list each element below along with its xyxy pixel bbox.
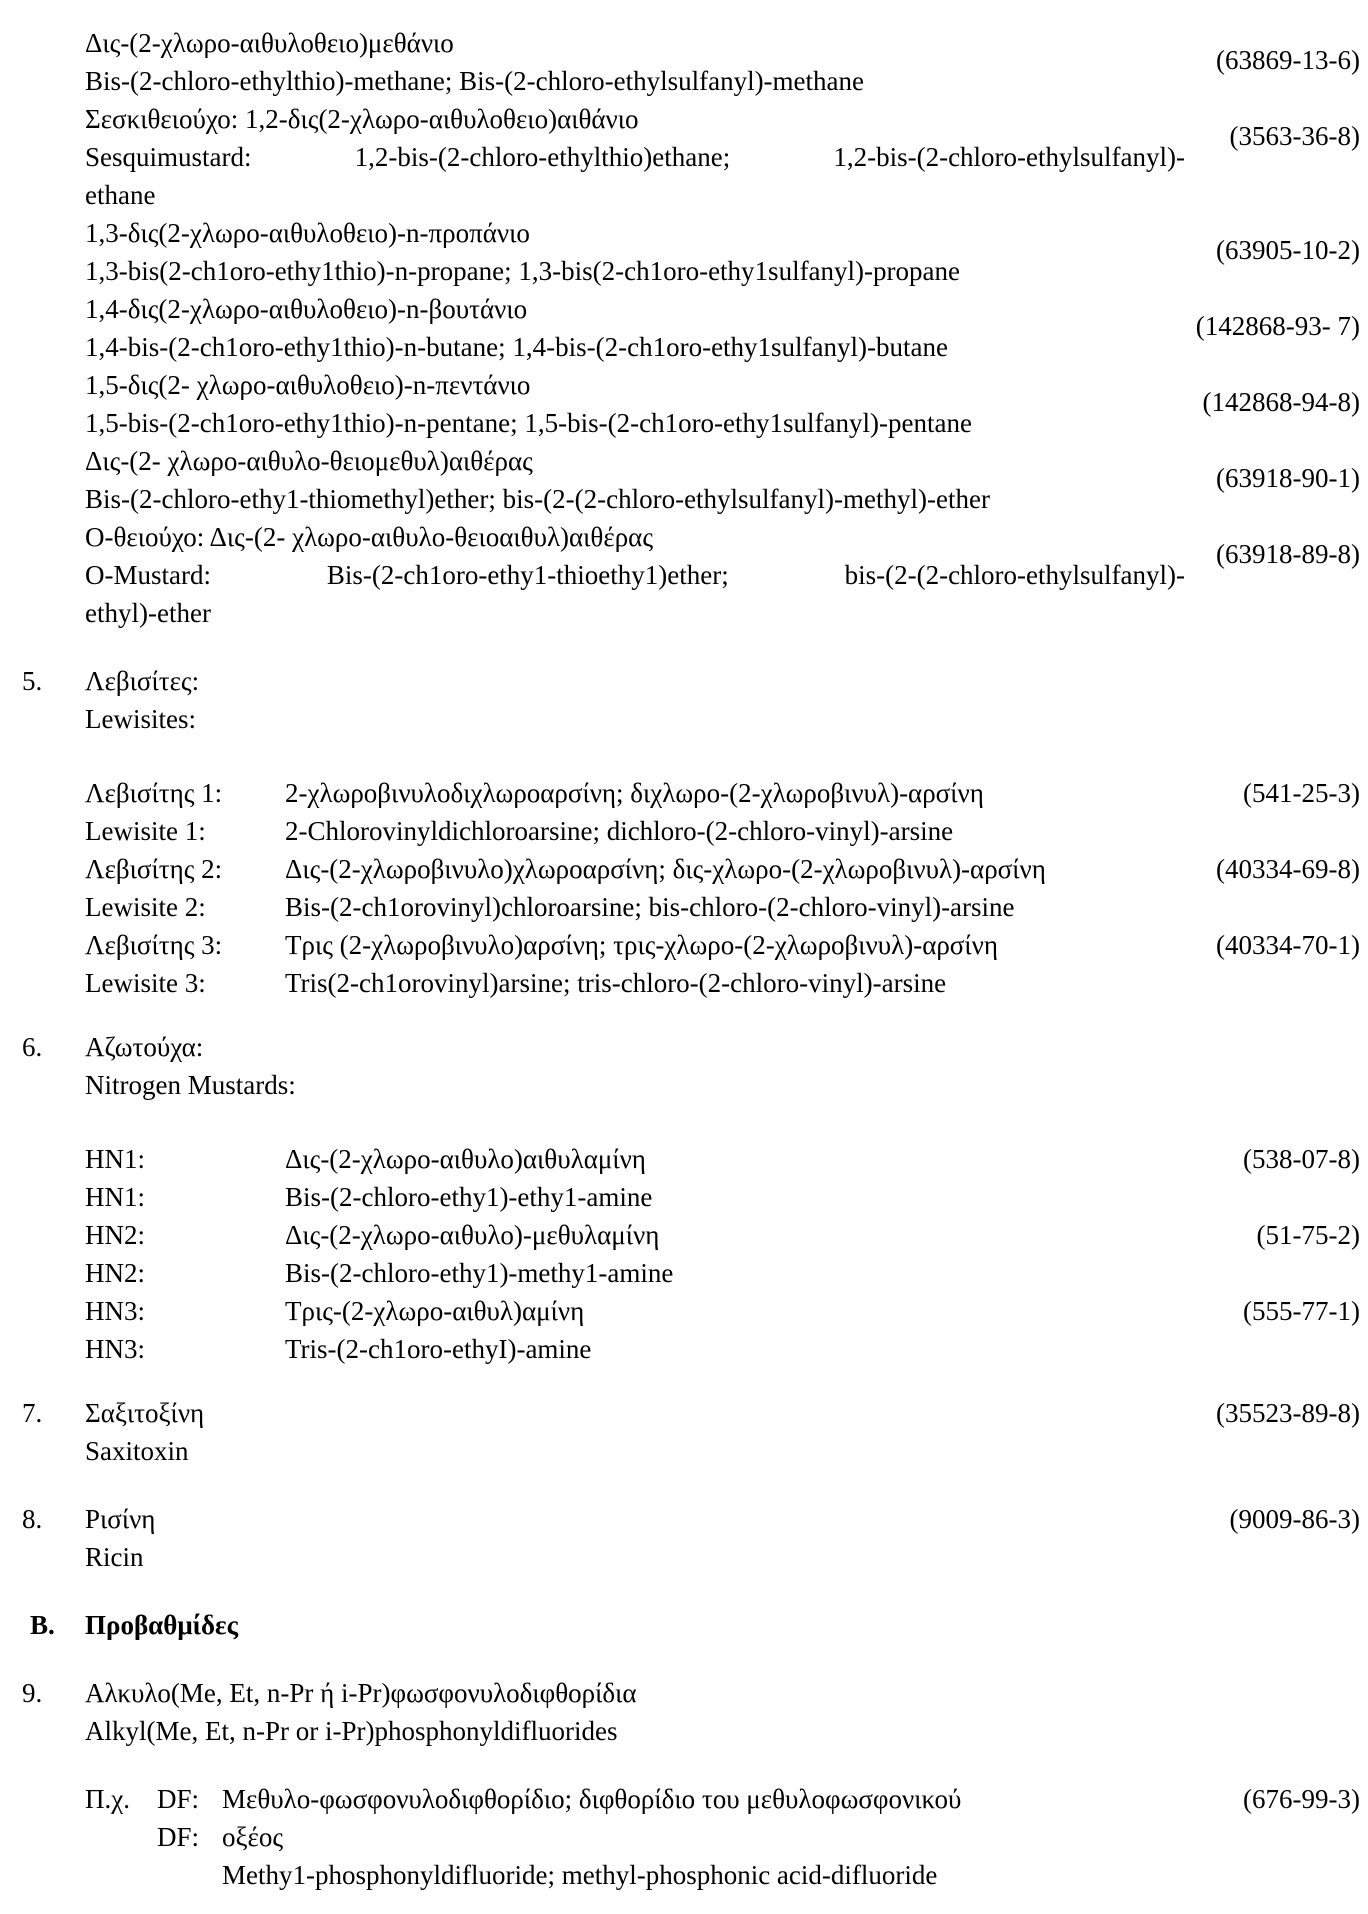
row-label: Λεβισίτης 2: (85, 854, 223, 884)
table-row (85, 1254, 1185, 1292)
row-text (222, 1856, 1185, 1894)
cas-number: (142868-94-8) (1202, 387, 1360, 417)
row-label: Λεβισίτης 1: (85, 778, 223, 808)
cas-number: (63918-89-8) (1216, 539, 1360, 569)
row-text (285, 964, 1185, 1002)
chemical-entry (85, 366, 1360, 442)
section-heading-greek (22, 1394, 1360, 1432)
row-label: Λεβισίτης 3: (85, 930, 223, 960)
chemical-name-english: Ricin (85, 1542, 144, 1572)
chemical-line-greek (85, 518, 1360, 569)
chemical-name-greek: Δις-(2-χλωροβινυλο)χλωροαρσίνη; δις-χλωρο-(2-χλωροβινυλ)-αρσίνη (285, 854, 1046, 884)
chemical-line-english (85, 138, 1185, 176)
row-label: Lewisite 2: (85, 892, 206, 922)
chemical-name-english: 1,4-bis-(2-ch1oro-ethy1thio)-n-butane; 1,4-bis-(2-ch1oro-ethy1sulfanyl)-butane (85, 332, 948, 362)
chemical-name-english: Bis-(2-chloro-ethylthio)-methane; Bis-(2-chloro-ethylsulfanyl)-methane (85, 66, 865, 96)
chemical-entry (85, 214, 1360, 290)
chemical-line-greek (85, 442, 1360, 493)
cas-number: (676-99-3) (1243, 1784, 1360, 1814)
chemical-name-greek: Δις-(2-χλωρο-αιθυλο)αιθυλαμίνη (285, 1144, 646, 1174)
section-heading-greek (22, 1500, 1360, 1538)
chemical-name-english: Bis-(2-chloro-ethy1)-ethy1-amine (285, 1182, 653, 1212)
row-text (285, 1178, 1185, 1216)
section-heading-greek (22, 1674, 1185, 1712)
cas-number: (40334-69-8) (1216, 854, 1360, 884)
chemical-name-english: 1,3-bis(2-ch1oro-ethy1thio)-n-propane; 1,3-bis(2-ch1oro-ethy1sulfanyl)-propane (85, 256, 960, 286)
part-heading (30, 1606, 1185, 1644)
chemical-line-english (85, 556, 1185, 594)
chemical-line-greek (85, 214, 1360, 265)
section-heading-english (85, 1538, 1185, 1576)
table-row (85, 1216, 1360, 1254)
row-text (285, 1254, 1185, 1292)
chemical-name-english: Bis-(2-chloro-ethy1)-methy1-amine (285, 1258, 674, 1288)
section-title-english: Lewisites: (85, 704, 196, 734)
chemical-line-english (85, 404, 1185, 442)
chemical-entry (85, 24, 1360, 100)
chemical-line-english-continuation (85, 176, 1185, 214)
section-alkyl-phosphonyldifluorides (22, 1674, 1360, 1894)
table-row (85, 1178, 1185, 1216)
section-heading-english (85, 1066, 1185, 1104)
section-number: 9. (22, 1678, 43, 1708)
cas-number: (538-07-8) (1243, 1144, 1360, 1174)
chemical-name-greek: 2-χλωροβινυλοδιχλωροαρσίνη; διχλωρο-(2-χλωροβινυλ)-αρσίνη (285, 778, 984, 808)
table-row (85, 964, 1185, 1002)
chemical-line-english (85, 252, 1185, 290)
chemical-name-english: Bis-(2-chloro-ethy1-thiomethyl)ether; bis-(2-(2-chloro-ethylsulfanyl)-methyl)-ether (85, 484, 990, 514)
row-text (222, 1818, 1185, 1856)
row-text (285, 1216, 1360, 1254)
row-label: DF: (157, 1822, 200, 1852)
chemical-name-greek: Δις-(2-χλωρο-αιθυλο)-μεθυλαμίνη (285, 1220, 660, 1250)
chemical-name-greek: 1,3-δις(2-χλωρο-αιθυλοθειο)-n-προπάνιο (85, 218, 530, 248)
table-row (85, 1780, 1360, 1818)
chemical-name-english-continuation: ethane (85, 180, 156, 210)
chemical-entry (85, 290, 1360, 366)
schedule-entries (85, 24, 1360, 632)
table-row (85, 850, 1360, 888)
chemical-name-english: Alkyl(Me, Et, n-Pr or i-Pr)phosphonyldifluorides (85, 1716, 618, 1746)
row-label: HN1: (85, 1182, 145, 1212)
row-text (222, 1780, 1360, 1818)
example-prefix (85, 1818, 157, 1856)
cas-number: (63869-13-6) (1216, 45, 1360, 75)
row-text (285, 1330, 1185, 1368)
section-heading-english (85, 1432, 1185, 1470)
row-label: HN3: (85, 1296, 145, 1326)
chemical-name-greek: Ο-θειούχο: Δις-(2- χλωρο-αιθυλο-θειοαιθυλ)αιθέρας (85, 522, 654, 552)
chemical-line-greek (85, 100, 1360, 151)
chemical-name-greek: 1,4-δις(2-χλωρο-αιθυλοθειο)-n-βουτάνιο (85, 294, 528, 324)
section-title-greek: Αζωτούχα: (85, 1032, 204, 1062)
chemical-line-english-continuation (85, 594, 1185, 632)
row-text (285, 1292, 1360, 1330)
chemical-line-greek (85, 290, 1360, 341)
chemical-name-greek: Μεθυλο-φωσφονυλοδιφθορίδιο; διφθορίδιο του μεθυλοφωσφονικού (222, 1784, 962, 1814)
chemical-name-english: O-Mustard: Bis-(2-ch1oro-ethy1-thioethy1)ether; bis-(2-(2-chloro-ethylsulfanyl)- (85, 560, 1185, 590)
table-row (85, 812, 1185, 850)
chemical-name-english: Bis-(2-ch1orovinyl)chloroarsine; bis-chloro-(2-chloro-vinyl)-arsine (285, 892, 1015, 922)
example-rows (85, 1780, 1360, 1894)
row-label: HN2: (85, 1220, 145, 1250)
table-row (85, 1292, 1360, 1330)
row-label: HN1: (85, 1144, 145, 1174)
chemical-name-english: Methy1-phosphonyldifluoride; methyl-phosphonic acid-difluoride (222, 1860, 938, 1890)
chemical-name-english: Sesquimustard: 1,2-bis-(2-chloro-ethylthio)ethane; 1,2-bis-(2-chloro-ethylsulfanyl)- (85, 142, 1185, 172)
table-row (85, 1330, 1185, 1368)
cas-number: (555-77-1) (1243, 1296, 1360, 1326)
example-prefix: Π.χ. (85, 1784, 130, 1814)
chemical-line-english (85, 480, 1185, 518)
chemical-name-greek: Αλκυλο(Me, Et, n-Pr ή i-Pr)φωσφονυλοδιφθορίδια (85, 1678, 637, 1708)
section-number: 8. (22, 1504, 43, 1534)
row-label: Lewisite 3: (85, 968, 206, 998)
chemical-name-greek: οξέος (222, 1822, 284, 1852)
row-label: DF: (157, 1784, 200, 1814)
chemical-name-english: Tris-(2-ch1oro-ethyI)-amine (285, 1334, 592, 1364)
section-saxitoxin (22, 1394, 1360, 1470)
chemical-name-english-continuation: ethyl)-ether (85, 598, 211, 628)
nitrogen-mustard-rows (85, 1140, 1360, 1368)
table-row (85, 774, 1360, 812)
lewisite-rows (85, 774, 1360, 1002)
row-text (285, 1140, 1360, 1178)
section-heading-english (85, 700, 1185, 738)
row-text (285, 774, 1360, 812)
text-column (22, 24, 1360, 1894)
chemical-entry (85, 518, 1360, 632)
section-number: 6. (22, 1032, 43, 1062)
table-row (85, 926, 1360, 964)
row-label: HN3: (85, 1334, 145, 1364)
cas-number: (40334-70-1) (1216, 930, 1360, 960)
chemical-line-greek (85, 24, 1360, 75)
chemical-name-greek: Ρισίνη (85, 1504, 156, 1534)
cas-number: (3563-36-8) (1229, 121, 1360, 151)
part-letter: B. (30, 1610, 55, 1640)
cas-number: (63905-10-2) (1216, 235, 1360, 265)
table-row (85, 1856, 1185, 1894)
row-label: HN2: (85, 1258, 145, 1288)
part-title: Προβαθμίδες (85, 1610, 238, 1640)
section-title-english: Nitrogen Mustards: (85, 1070, 296, 1100)
cas-number: (63918-90-1) (1216, 463, 1360, 493)
table-row (85, 1140, 1360, 1178)
chemical-name-greek: Τρις-(2-χλωρο-αιθυλ)αμίνη (285, 1296, 585, 1326)
section-heading-greek (22, 662, 1185, 700)
chemical-line-english (85, 62, 1185, 100)
section-ricin (22, 1500, 1360, 1576)
section-precursors-header (30, 1606, 1185, 1644)
section-heading-english (85, 1712, 1185, 1750)
chemical-name-greek: Σαξιτοξίνη (85, 1398, 205, 1428)
section-title-greek: Λεβισίτες: (85, 666, 200, 696)
cas-number: (35523-89-8) (1216, 1398, 1360, 1428)
chemical-name-english: Tris(2-ch1orovinyl)arsine; tris-chloro-(2-chloro-vinyl)-arsine (285, 968, 947, 998)
chemical-name-greek: 1,5-δις(2- χλωρο-αιθυλοθειο)-n-πεντάνιο (85, 370, 531, 400)
chemical-entry (85, 442, 1360, 518)
section-nitrogen-mustards (22, 1028, 1360, 1368)
row-text (285, 888, 1185, 926)
row-text (285, 850, 1360, 888)
chemical-name-greek: Σεσκιθειούχο: 1,2-δις(2-χλωρο-αιθυλοθειο)αιθάνιο (85, 104, 639, 134)
cas-number: (9009-86-3) (1229, 1504, 1360, 1534)
chemical-name-english: Saxitoxin (85, 1436, 189, 1466)
section-number: 5. (22, 666, 43, 696)
chemical-line-greek (85, 366, 1360, 417)
chemical-name-english: 1,5-bis-(2-ch1oro-ethy1thio)-n-pentane; 1,5-bis-(2-ch1oro-ethy1sulfanyl)-pentane (85, 408, 972, 438)
row-label: Lewisite 1: (85, 816, 206, 846)
chemical-name-english: 2-Chlorovinyldichloroarsine; dichloro-(2-chloro-vinyl)-arsine (285, 816, 954, 846)
chemical-entry (85, 100, 1360, 214)
cas-number: (51-75-2) (1256, 1220, 1360, 1250)
example-prefix (85, 1856, 157, 1894)
table-row (85, 1818, 1185, 1856)
row-text (285, 812, 1185, 850)
chemical-line-english (85, 328, 1185, 366)
row-text (285, 926, 1360, 964)
table-row (85, 888, 1185, 926)
row-label (157, 1856, 222, 1894)
chemical-name-greek: Δις-(2-χλωρο-αιθυλοθειο)μεθάνιο (85, 28, 454, 58)
section-lewisites (22, 662, 1360, 1002)
section-heading-greek (22, 1028, 1185, 1066)
cas-number: (142868-93- 7) (1195, 311, 1360, 341)
chemical-name-greek: Τρις (2-χλωροβινυλο)αρσίνη; τρις-χλωρο-(2-χλωροβινυλ)-αρσίνη (285, 930, 998, 960)
cas-number: (541-25-3) (1243, 778, 1360, 808)
section-number: 7. (22, 1398, 43, 1428)
chemical-name-greek: Δις-(2- χλωρο-αιθυλο-θειομεθυλ)αιθέρας (85, 446, 533, 476)
